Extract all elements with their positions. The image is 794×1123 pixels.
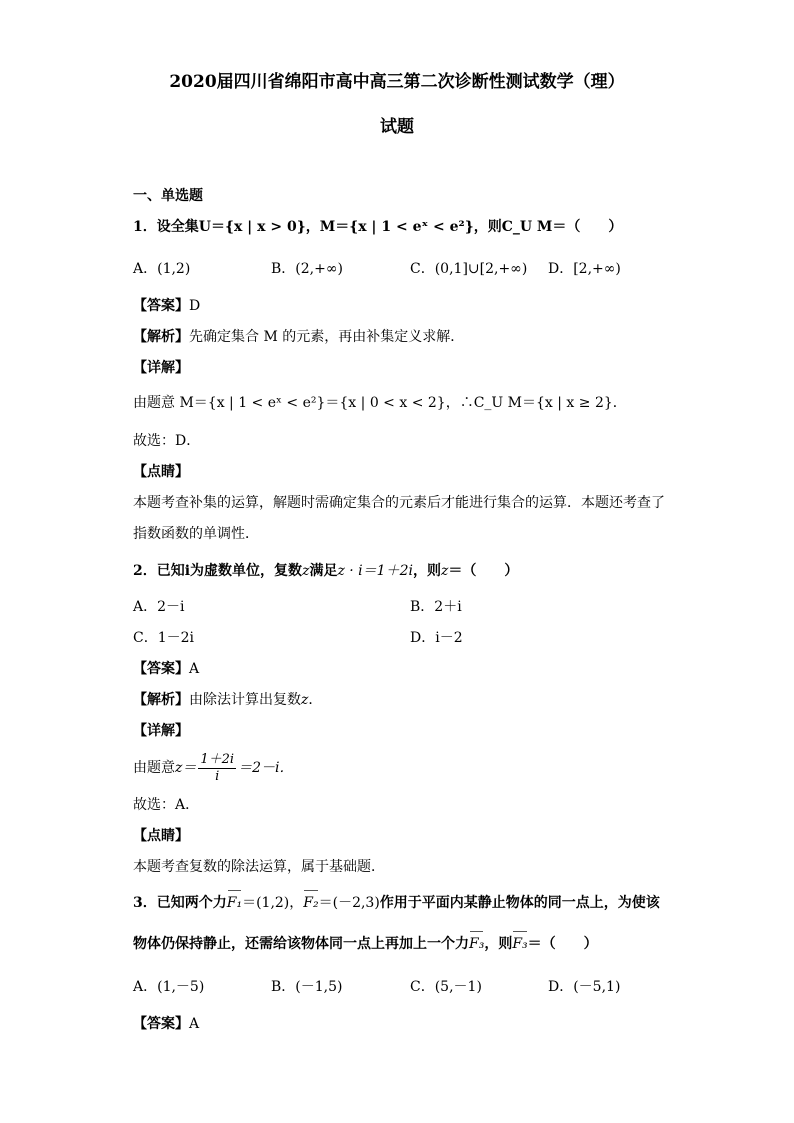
q2-equation: z · i＝1＋2i: [337, 563, 413, 579]
q1-option-c: C．(0,1]∪[2,+∞): [410, 261, 528, 277]
q1-detail-label: 【详解】: [133, 360, 189, 376]
answer-label: 【答案】: [133, 1016, 189, 1032]
q2-detail-prefix: 由题意: [133, 760, 175, 776]
q2-detail-rhs: ＝2－i．: [238, 760, 294, 776]
answer-value: A: [189, 661, 200, 677]
q2-stem: [133, 561, 518, 581]
q3-option-b: B．(－1,5): [271, 979, 343, 995]
q2-detail-lhs: z＝: [175, 760, 197, 776]
q2-choice: 故选：A．: [133, 797, 200, 813]
q1-answer: [133, 296, 200, 316]
q3-stem2-end: ＝（ ）: [527, 936, 598, 952]
q1-comment-label: 【点睛】: [133, 464, 189, 480]
q2-analysis: [133, 690, 322, 710]
vector-f1-value: ＝(1,2)，: [242, 895, 304, 911]
fraction-denominator: i: [215, 768, 220, 784]
answer-value: A: [189, 1016, 200, 1032]
q2-stem-end: ＝（ ）: [448, 563, 519, 579]
answer-label: 【答案】: [133, 298, 189, 314]
q3-stem1-suffix: 作用于平面内某静止物体的同一点上，为使该: [379, 895, 660, 911]
vector-f3-2: F₃: [512, 936, 528, 952]
q1-stem: 1．设全集U＝{x | x > 0}，M＝{x | 1 < eˣ < e²}，则C_U M＝（ ）: [133, 219, 623, 235]
q2-option-a: A．2－i: [133, 599, 185, 615]
answer-value: D: [189, 298, 201, 314]
document-title-line1: 2020届四川省绵阳市高中高三第二次诊断性测试数学（理）: [169, 72, 625, 92]
q3-option-a: A．(1,－5): [133, 979, 205, 995]
q3-stem-line1: [133, 893, 660, 913]
vector-f3: F₃: [469, 936, 485, 952]
fraction-numerator: 1＋2i: [200, 751, 235, 767]
section-heading: 一、单选题: [133, 188, 203, 204]
q2-option-c: C．1－2i: [133, 630, 195, 646]
q3-option-c: C．(5,－1): [410, 979, 482, 995]
q2-detail: [133, 750, 293, 786]
analysis-label: 【解析】: [133, 329, 189, 345]
analysis-end: ．: [308, 692, 323, 708]
vector-f2-value: ＝(－2,3): [318, 895, 380, 911]
analysis-text: 先确定集合 M 的元素，再由补集定义求解．: [189, 329, 465, 345]
analysis-label: 【解析】: [133, 692, 189, 708]
q1-option-b: B．(2,+∞): [271, 261, 343, 277]
q2-comment-label: 【点睛】: [133, 828, 189, 844]
vector-f2: F₂: [303, 895, 319, 911]
q3-stem2-prefix: 物体仍保持静止，还需给该物体同一点上再加上一个力: [133, 936, 469, 952]
vector-f1: F₁: [226, 895, 243, 911]
q1-choice: 故选：D．: [133, 433, 201, 449]
q3-answer: [133, 1014, 199, 1034]
analysis-text: 由除法计算出复数: [189, 692, 301, 708]
q1-detail: 由题意 M＝{x | 1 < eˣ < e²}＝{x | 0 < x < 2}，∴C_U M＝{x | x ≥ 2}．: [133, 395, 627, 411]
q2-var-z: z: [302, 563, 310, 579]
q2-detail-label: 【详解】: [133, 723, 189, 739]
q2-fraction: [198, 752, 236, 785]
q2-stem-mid: 满足: [309, 563, 338, 579]
q2-stem-prefix: 2．已知i为虚数单位，复数: [133, 563, 303, 579]
q1-comment-line2: 指数函数的单调性．: [133, 526, 259, 542]
q1-option-a: A．(1,2): [133, 261, 191, 277]
q2-var-z-2: z: [440, 563, 449, 579]
q2-option-b: B．2＋i: [410, 599, 462, 615]
q3-stem2-mid: ，则: [484, 936, 513, 952]
q2-comment: 本题考查复数的除法运算，属于基础题．: [133, 859, 385, 875]
q2-answer: [133, 659, 199, 679]
document-title-line2: 试题: [380, 117, 414, 137]
q1-analysis: [133, 327, 464, 347]
q2-stem-suffix: ，则: [412, 563, 441, 579]
q3-option-d: D．(－5,1): [548, 979, 621, 995]
q1-comment-line1: 本题考查补集的运算，解题时需确定集合的元素后才能进行集合的运算．本题还考查了: [133, 495, 665, 511]
q3-stem1-prefix: 3．已知两个力: [133, 895, 227, 911]
answer-label: 【答案】: [133, 661, 189, 677]
q2-option-d: D．i－2: [410, 630, 463, 646]
analysis-var-z: z: [301, 692, 309, 708]
q3-stem-line2: [133, 934, 598, 954]
q1-option-d: D．[2,+∞): [548, 261, 621, 277]
